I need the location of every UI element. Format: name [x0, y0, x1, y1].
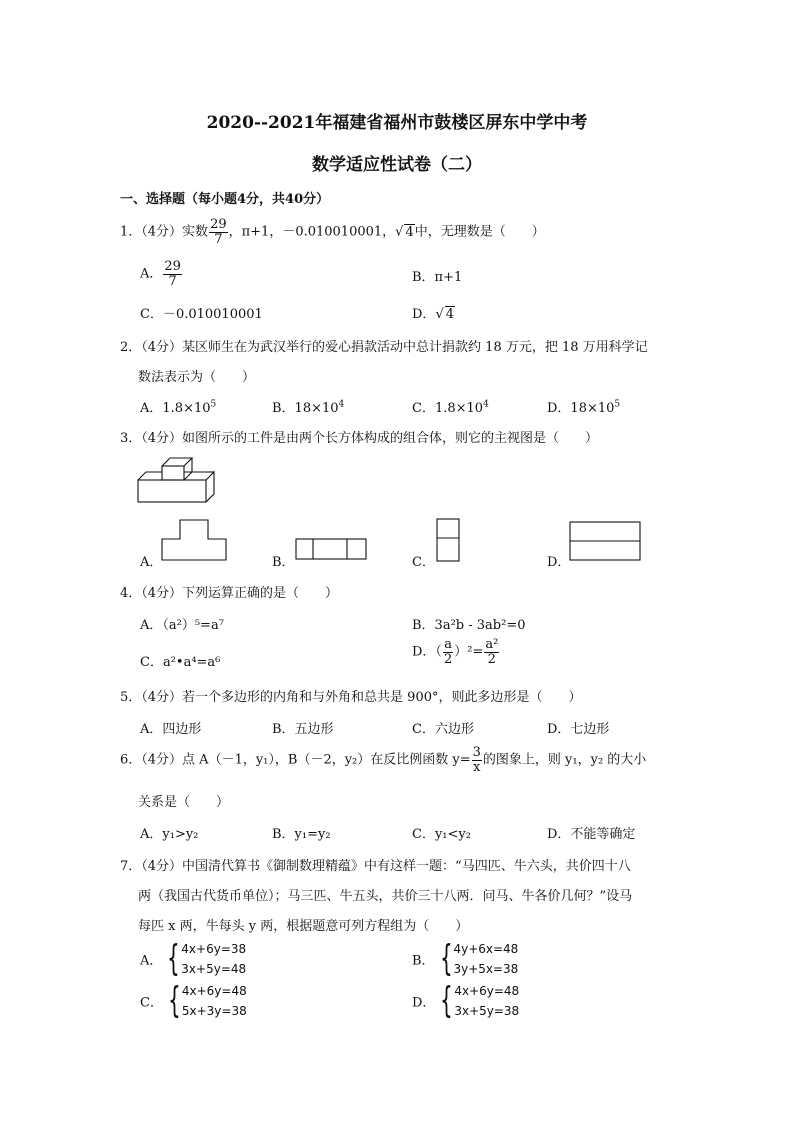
q7-option-a: A． {4x+6y=38 3x+5y=48	[140, 938, 247, 979]
q1-option-c: C．－0.010010001	[140, 307, 263, 322]
q2-option-a: A．$1.8\times 10^5$	[140, 399, 217, 416]
q1-option-a: A． $\frac{29}{7}$	[140, 259, 181, 289]
question-text: 中，无理数是（ ）	[414, 224, 545, 240]
q3-option-b-label: B．	[272, 555, 295, 570]
question-text: 实数	[182, 224, 209, 240]
q3-option-c-label: C．	[412, 555, 435, 570]
fraction: $\frac{29}{7}$	[210, 217, 227, 247]
q5-option-d: D．七边形	[547, 722, 610, 737]
q7-option-d: D． {4x+6y=48 3x+5y=38	[412, 980, 520, 1021]
page-subtitle: 数学适应性试卷（二）	[312, 155, 482, 175]
question-5: 5．（4分）若一个多边形的内角和与外角和总共是 900°，则此多边形是（ ）	[120, 690, 582, 705]
section-header: 一、选择题（每小题4分，共40分）	[120, 192, 330, 207]
question-7-line2: 两（我国古代货币单位）；马三匹、牛五头，共价三十八两．问马、牛各价几何？”设马	[138, 889, 633, 904]
q2-option-c: C．$1.8\times 10^4$	[412, 399, 489, 416]
question-6-line1: 6．（4分）点 A（－1，y₁），B（－2，y₂）在反比例函数 y= $\frac{3}{x}$ 的图象上，则 y₁，y₂ 的大小	[120, 745, 647, 775]
q3-option-d-label: D．	[547, 555, 571, 570]
q3-option-c-figure	[435, 517, 461, 563]
q4-option-c: C．a²•a⁴=a⁶	[140, 655, 221, 670]
q6-option-b: B．y₁=y₂	[272, 827, 331, 842]
question-7-line1: 7．（4分）中国清代算书《御制数理精蕴》中有这样一题：“马四匹、牛六头，共价四十八	[120, 859, 631, 874]
q4-option-b: B．3a²b - 3ab²=0	[412, 618, 526, 633]
question-2-line2: 数法表示为（ ）	[138, 370, 256, 385]
page-title: 2020--2021年福建省福州市鼓楼区屏东中学中考	[206, 113, 588, 133]
q6-option-c: C．y₁<y₂	[412, 827, 471, 842]
q3-option-a-label: A．	[140, 555, 163, 570]
q4-option-d: D．（ $\frac{a}{2}$ ）²= $\frac{\text{a²}}{2}$	[412, 637, 499, 667]
question-4: 4．（4分）下列运算正确的是（ ）	[120, 586, 339, 601]
q3-option-b-figure	[295, 537, 367, 561]
q3-option-a-figure	[160, 518, 228, 562]
q6-option-d: D．不能等确定	[547, 827, 636, 842]
question-6-line2: 关系是（ ）	[138, 795, 230, 810]
question-1: 1．（4分）实数 $\frac{29}{7}$ ，π+1，－0.010010001，√ 4中，无理数是（ ）	[120, 217, 545, 247]
question-2-line1: 2．（4分）某区师生在为武汉举行的爱心捐款活动中总计捐款约 18 万元，把 18 万用科学记	[120, 340, 648, 355]
q5-option-b: B．五边形	[272, 722, 334, 737]
solid-figure	[136, 454, 216, 506]
q7-option-b: B． {4y+6x=48 3y+5x=38	[412, 938, 519, 979]
q2-option-d: D．$18\times 10^5$	[547, 399, 621, 416]
q5-option-a: A．四边形	[140, 722, 202, 737]
q5-option-c: C．六边形	[412, 722, 474, 737]
question-7-line3: 每匹 x 两，牛每头 y 两，根据题意可列方程组为（ ）	[138, 919, 469, 934]
sqrt: 4	[405, 224, 414, 240]
q2-option-b: B．$18\times 10^4$	[272, 399, 345, 416]
question-3: 3．（4分）如图所示的工件是由两个长方体构成的组合体，则它的主视图是（ ）	[120, 431, 599, 446]
question-text: ，π+1，－0.010010001，	[228, 224, 396, 240]
question-number: 1．（4分）	[120, 224, 183, 240]
q7-option-c: C． {4x+6y=48 5x+3y=38	[140, 980, 247, 1021]
q6-option-a: A．y₁>y₂	[140, 827, 199, 842]
q4-option-a: A．（a²）⁵=a⁷	[140, 618, 224, 633]
q1-option-b: B．π+1	[412, 270, 463, 285]
q1-option-d: D．√ 4	[412, 307, 455, 322]
q3-option-d-figure	[568, 520, 642, 562]
